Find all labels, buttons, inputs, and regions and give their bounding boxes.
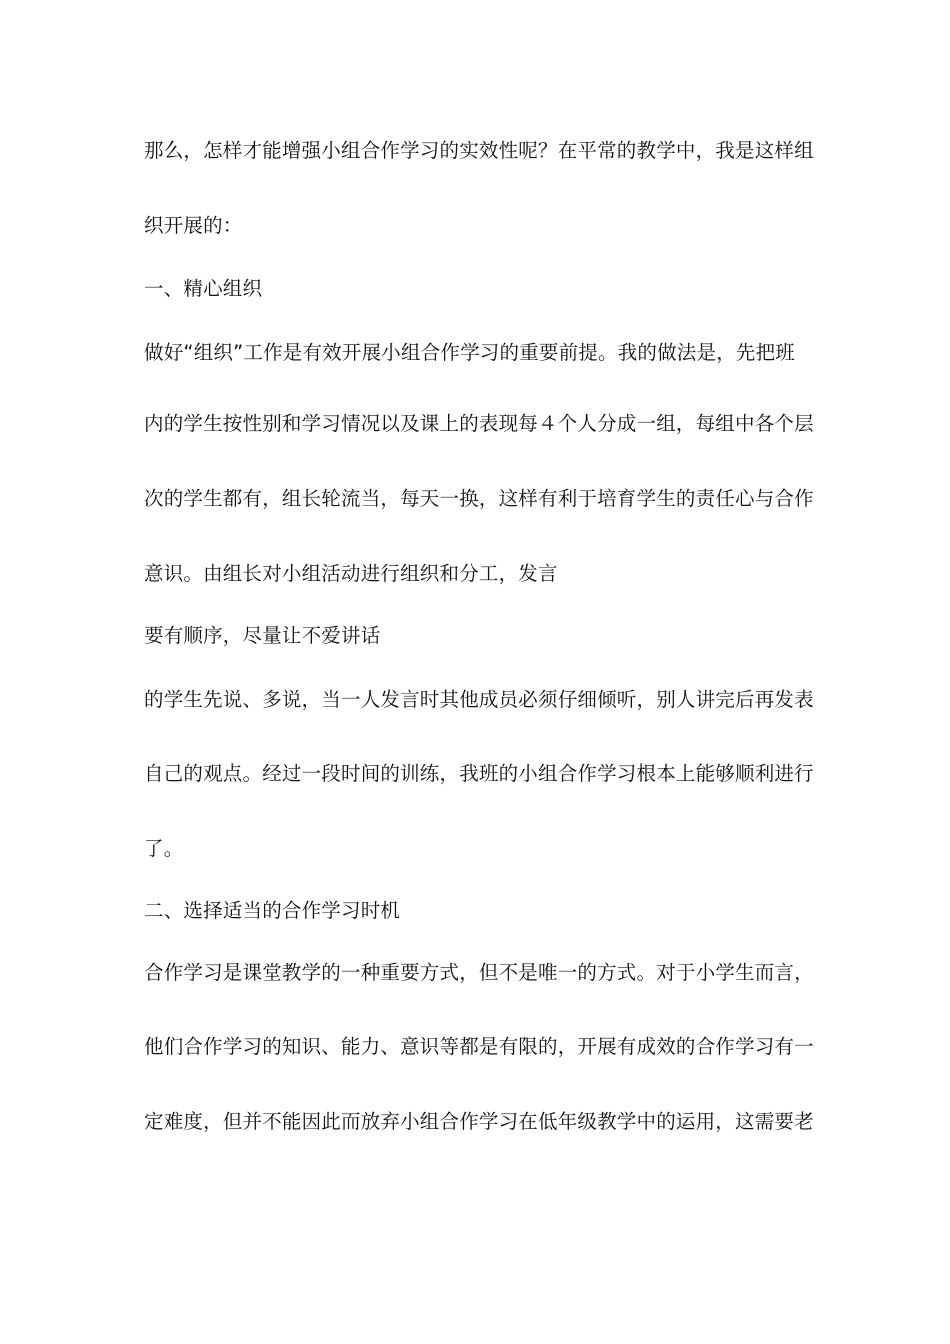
- section-heading: 二、选择适当的合作学习时机: [144, 899, 401, 922]
- paragraph-line: 织开展的：: [144, 214, 243, 237]
- paragraph-line: 意识。由组长对小组活动进行组织和分工，发言: [144, 562, 558, 585]
- paragraph-line: 那么，怎样才能增强小组合作学习的实效性呢？在平常的教学中，我是这样组: [144, 139, 814, 162]
- paragraph-line: 自己的观点。经过一段时间的训练，我班的小组合作学习根本上能够顺利进行: [144, 762, 814, 785]
- paragraph-line: 做好“组织”工作是有效开展小组合作学习的重要前提。我的做法是，先把班: [144, 341, 796, 364]
- paragraph-line: 次的学生都有，组长轮流当，每天一换，这样有利于培育学生的责任心与合作: [144, 487, 814, 510]
- paragraph-line: 的学生先说、多说，当一人发言时其他成员必须仔细倾听，别人讲完后再发表: [144, 688, 814, 711]
- paragraph-line: 要有顺序，尽量让不爱讲话: [144, 624, 381, 647]
- paragraph-line: 定难度，但并不能因此而放弃小组合作学习在低年级教学中的运用，这需要老: [144, 1110, 814, 1133]
- paragraph-line: 合作学习是课堂教学的一种重要方式，但不是唯一的方式。对于小学生而言，: [144, 961, 814, 984]
- section-heading: 一、精心组织: [144, 277, 263, 300]
- paragraph-line: 了。: [144, 837, 184, 860]
- paragraph-line: 他们合作学习的知识、能力、意识等都是有限的，开展有成效的合作学习有一: [144, 1035, 814, 1058]
- paragraph-line: 内的学生按性别和学习情况以及课上的表现每４个人分成一组，每组中各个层: [144, 412, 814, 435]
